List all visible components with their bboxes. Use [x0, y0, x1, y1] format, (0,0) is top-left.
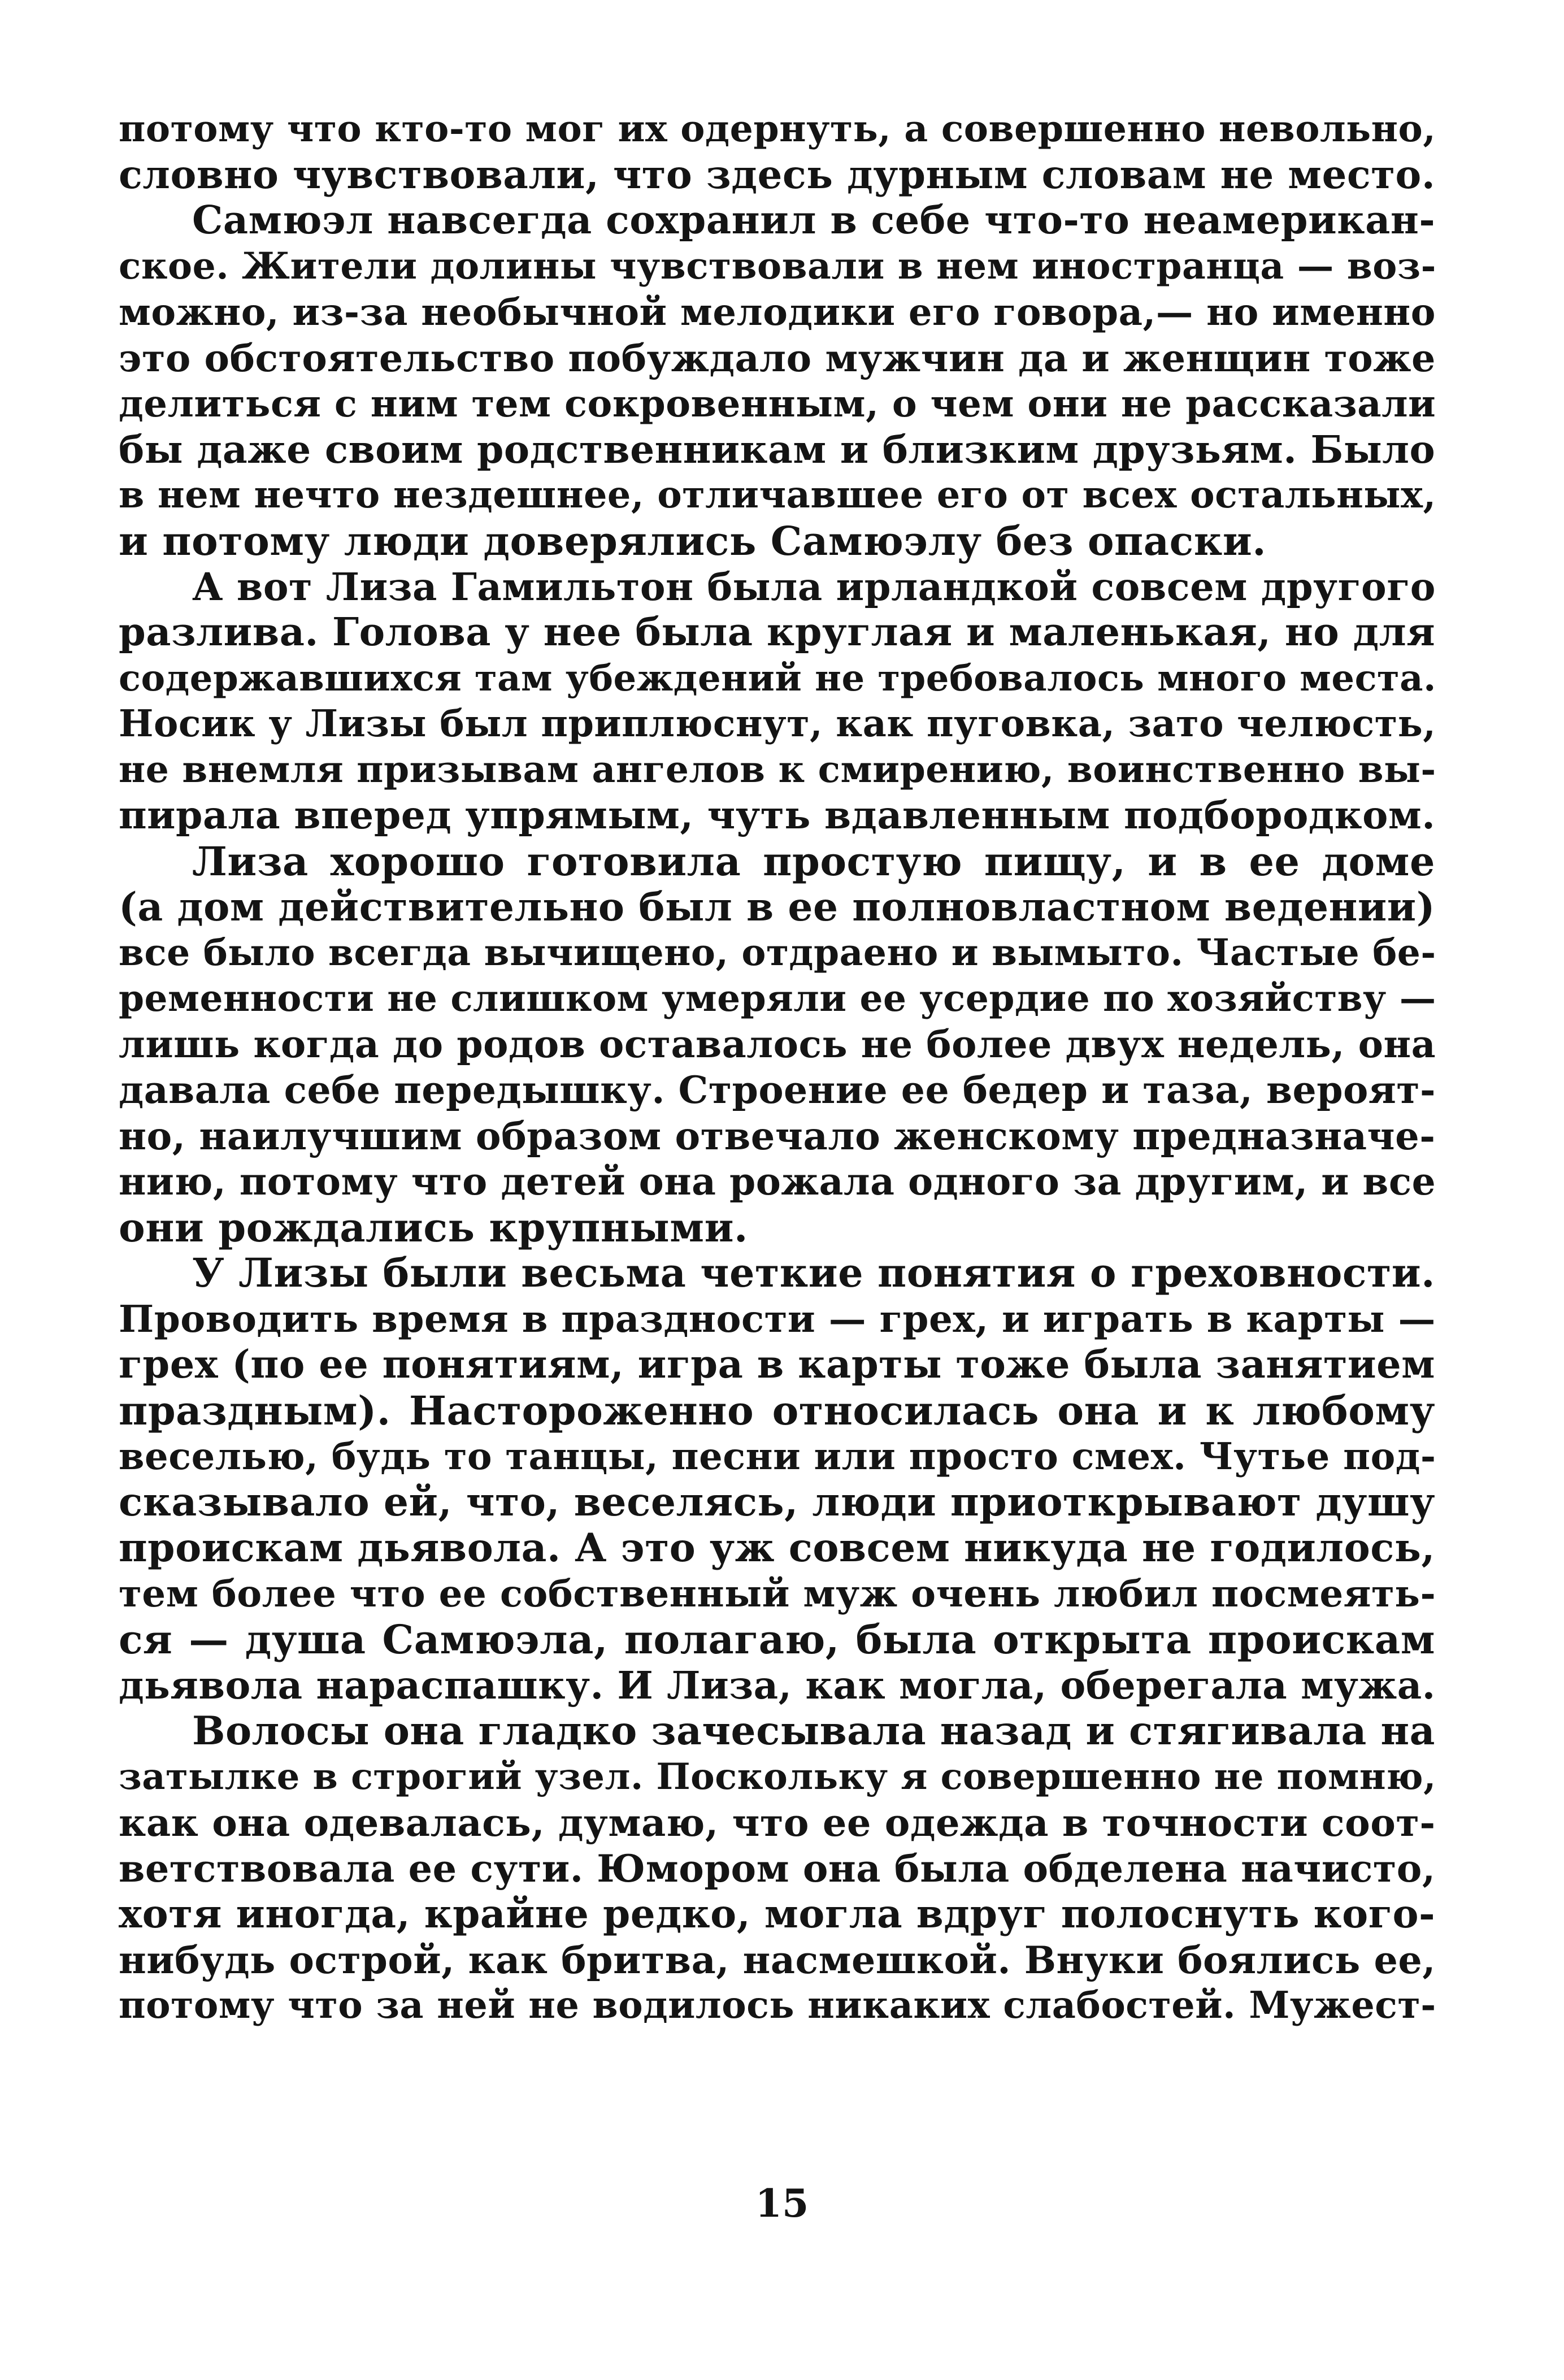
text-line: это обстоятельство побуждало мужчин да и женщин тоже: [119, 336, 1436, 380]
text-line: словно чувствовали, что здесь дурным словам не место.: [119, 152, 1436, 198]
paragraph: [119, 1250, 1435, 1708]
text-line: праздным). Настороженно относилась она и к любому: [119, 1387, 1435, 1434]
text-line: они рождались крупными.: [119, 1204, 748, 1251]
text-line: нибудь острой, как бритва, насмешкой. Внуки боялись ее,: [119, 1938, 1436, 1982]
text-line: пирала вперед упрямым, чуть вдавленным подбородком.: [119, 793, 1436, 838]
text-line: потому что кто-то мог их одернуть, а совершенно невольно,: [119, 107, 1436, 150]
text-line: содержавшихся там убеждений не требовалось много места.: [119, 657, 1436, 700]
text-line: нию, потому что детей она рожала одного за другим, и все: [119, 1159, 1436, 1204]
text-line: (а дом действительно был в ее полновластном ведении): [119, 884, 1436, 930]
page-number: 15: [755, 2181, 809, 2226]
text-line: не внемля призывам ангелов к смирению, воинственно вы-: [119, 748, 1436, 791]
text-line: давала себе передышку. Строение ее бедер и таза, вероят-: [119, 1068, 1436, 1112]
text-line: делиться с ним тем сокровенным, о чем они не рассказали: [119, 382, 1436, 425]
text-line: грех (по ее понятиям, игра в карты тоже была занятием: [119, 1342, 1436, 1387]
text-line: и потому люди доверялись Самюэлу без опаски.: [119, 518, 1267, 564]
body-text: [119, 106, 1435, 2029]
text-line: все было всегда вычищено, отдраено и вымыто. Частые бе-: [119, 931, 1436, 974]
text-line: Проводить время в праздности — грех, и играть в карты —: [119, 1297, 1436, 1341]
text-line: Волосы она гладко зачесывала назад и стягивала на: [192, 1708, 1435, 1754]
paragraph: [119, 198, 1435, 564]
text-line: У Лизы были весьма четкие понятия о греховности.: [192, 1250, 1435, 1296]
text-line: потому что за ней не водилось никаких слабостей. Мужест-: [119, 1984, 1436, 2027]
text-line: но, наилучшим образом отвечало женскому предназначе-: [119, 1114, 1436, 1158]
text-line: веселью, будь то танцы, песни или просто смех. Чутье под-: [119, 1435, 1436, 1478]
text-line: хотя иногда, крайне редко, могла вдруг полоснуть кого-: [119, 1891, 1436, 1937]
text-line: затылке в строгий узел. Поскольку я совершенно не помню,: [119, 1756, 1436, 1798]
paragraph: [119, 839, 1435, 1250]
paragraph: [119, 564, 1435, 839]
text-line: разлива. Голова у нее была круглая и маленькая, но для: [119, 610, 1436, 655]
text-line: как она одевалась, думаю, что ее одежда в точности соот-: [119, 1800, 1436, 1845]
text-line: бы даже своим родственникам и близким друзьям. Было: [119, 427, 1436, 472]
text-line: в нем нечто нездешнее, отличавшее его от всех остальных,: [119, 474, 1436, 516]
text-line: ское. Жители долины чувствовали в нем иностранца — воз-: [119, 245, 1436, 288]
text-line: А вот Лиза Гамильтон была ирландкой совсем другого: [192, 564, 1436, 609]
text-line: ветствовала ее сути. Юмором она была обделена начисто,: [119, 1846, 1436, 1891]
text-line: лишь когда до родов оставалось не более двух недель, она: [119, 1022, 1436, 1066]
text-line: проискам дьявола. А это уж совсем никуда не годилось,: [119, 1525, 1435, 1571]
paragraph: [119, 1708, 1435, 2029]
text-line: ся — душа Самюэла, полагаю, была открыта проискам: [119, 1616, 1435, 1663]
text-line: Носик у Лизы был приплюснут, как пуговка, зато челюсть,: [119, 702, 1436, 745]
text-line: сказывало ей, что, веселясь, люди приоткрывают душу: [119, 1479, 1436, 1525]
text-line: ременности не слишком умеряли ее усердие по хозяйству —: [119, 977, 1436, 1020]
text-line: Самюэл навсегда сохранил в себе что-то неамерикан-: [192, 198, 1436, 243]
text-line: дьявола нараспашку. И Лиза, как могла, оберегала мужа.: [119, 1663, 1436, 1708]
text-line: Лиза хорошо готовила простую пищу, и в ее доме: [192, 838, 1435, 885]
paragraph: [119, 106, 1435, 198]
text-line: можно, из-за необычной мелодики его говора,— но именно: [119, 290, 1436, 334]
text-line: тем более что ее собственный муж очень любил посмеять-: [119, 1571, 1436, 1615]
